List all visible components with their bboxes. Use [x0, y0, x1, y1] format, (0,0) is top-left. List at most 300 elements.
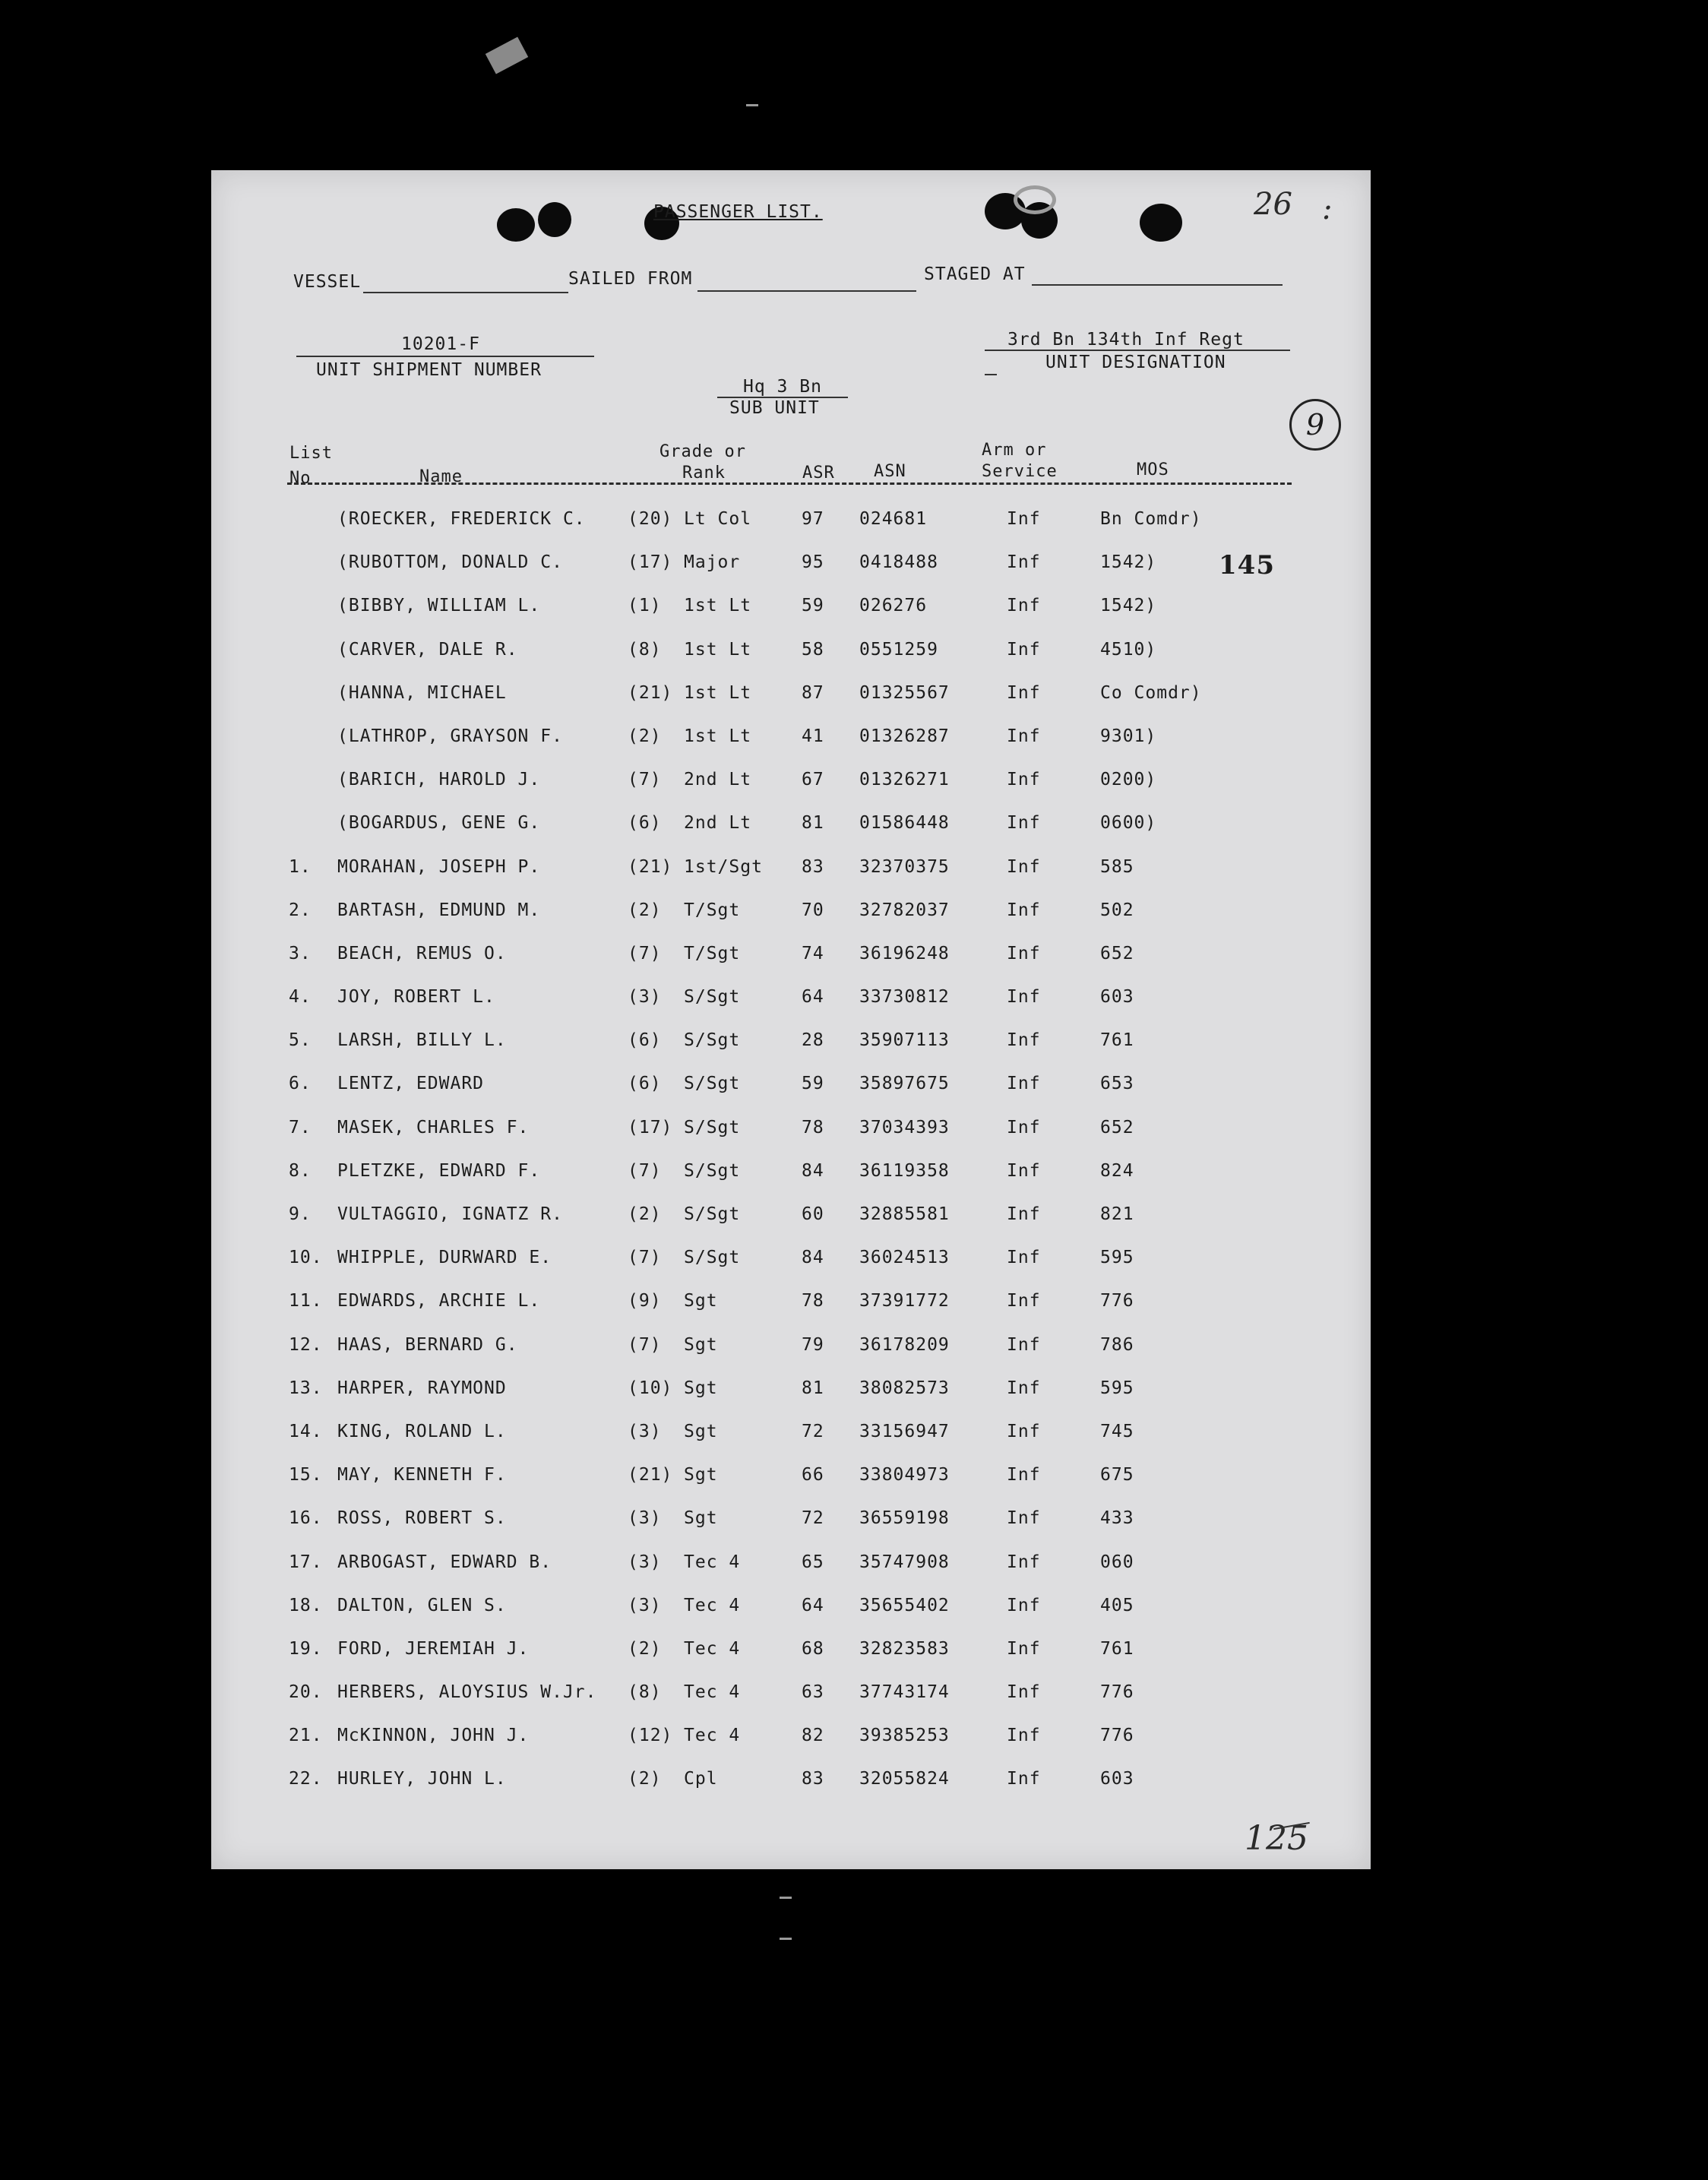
- row-code: (2): [628, 900, 662, 920]
- table-row: [211, 1118, 1371, 1161]
- row-name: (BIBBY, WILLIAM L.: [337, 596, 541, 616]
- row-arm: Inf: [1007, 856, 1041, 877]
- row-name: LENTZ, EDWARD: [337, 1074, 485, 1094]
- row-list-no: 3.: [289, 943, 312, 963]
- row-code: (7): [628, 1160, 662, 1181]
- row-arm: Inf: [1007, 1726, 1041, 1746]
- row-arm: Inf: [1007, 1465, 1041, 1486]
- table-row: [211, 1335, 1371, 1378]
- row-code: (2): [628, 1204, 662, 1224]
- row-rank: Sgt: [684, 1334, 718, 1355]
- row-list-no: 11.: [289, 1291, 323, 1311]
- row-list-no: 5.: [289, 1030, 312, 1051]
- row-asn: 32055824: [859, 1769, 950, 1789]
- row-name: McKINNON, JOHN J.: [337, 1726, 530, 1746]
- row-list-no: 1.: [289, 856, 312, 877]
- row-name: ROSS, ROBERT S.: [337, 1508, 507, 1529]
- table-row: [211, 1074, 1371, 1117]
- row-name: BARTASH, EDMUND M.: [337, 900, 541, 920]
- row-rank: Cpl: [684, 1769, 718, 1789]
- row-arm: Inf: [1007, 1291, 1041, 1311]
- row-asn: 36119358: [859, 1160, 950, 1181]
- row-name: (ROECKER, FREDERICK C.: [337, 509, 586, 529]
- row-rank: Tec 4: [684, 1682, 741, 1703]
- punch-hole-ring: [1014, 185, 1056, 214]
- table-row: [211, 1248, 1371, 1291]
- scan-mark: [780, 1938, 792, 1940]
- table-row: [211, 1378, 1371, 1422]
- row-asn: 39385253: [859, 1726, 950, 1746]
- row-arm: Inf: [1007, 770, 1041, 790]
- row-arm: Inf: [1007, 1769, 1041, 1789]
- row-arm: Inf: [1007, 1552, 1041, 1572]
- row-asr: 63: [802, 1682, 824, 1703]
- row-rank: S/Sgt: [684, 987, 741, 1008]
- header-no: No: [289, 469, 312, 488]
- row-asr: 68: [802, 1638, 824, 1659]
- row-asr: 72: [802, 1508, 824, 1529]
- row-mos: 9301): [1100, 726, 1157, 746]
- row-asr: 87: [802, 682, 824, 703]
- row-asn: 35655402: [859, 1595, 950, 1615]
- row-code: (7): [628, 943, 662, 963]
- row-name: VULTAGGIO, IGNATZ R.: [337, 1204, 563, 1224]
- staged-at-label: STAGED AT: [924, 264, 1026, 284]
- table-row: [211, 683, 1371, 726]
- table-row: [211, 813, 1371, 856]
- header-grade: Grade or: [659, 442, 746, 461]
- row-mos: 603: [1100, 1769, 1134, 1789]
- row-code: (10): [628, 1378, 673, 1398]
- row-code: (9): [628, 1291, 662, 1311]
- row-asr: 84: [802, 1160, 824, 1181]
- row-mos: 776: [1100, 1726, 1134, 1746]
- row-rank: Sgt: [684, 1378, 718, 1398]
- row-name: HARPER, RAYMOND: [337, 1378, 507, 1398]
- header-rank: Rank: [682, 464, 726, 483]
- table-row: [211, 987, 1371, 1030]
- row-asn: 01586448: [859, 813, 950, 834]
- row-asr: 84: [802, 1248, 824, 1268]
- sailed-from-label: SAILED FROM: [568, 269, 693, 289]
- table-row: [211, 1508, 1371, 1552]
- table-row: [211, 552, 1371, 596]
- row-name: HERBERS, ALOYSIUS W.Jr.: [337, 1682, 597, 1703]
- header-asr: ASR: [802, 464, 835, 483]
- row-asr: 28: [802, 1030, 824, 1051]
- unit-shipment-label: UNIT SHIPMENT NUMBER: [316, 360, 542, 380]
- row-list-no: 22.: [289, 1769, 323, 1789]
- unit-designation-line: [985, 350, 1290, 351]
- row-mos: 1542): [1100, 596, 1157, 616]
- row-rank: Sgt: [684, 1421, 718, 1441]
- staged-at-line: [1032, 284, 1283, 286]
- row-asn: 32782037: [859, 900, 950, 920]
- scan-mark: [746, 104, 758, 106]
- row-mos: 595: [1100, 1378, 1134, 1398]
- row-asn: 35907113: [859, 1030, 950, 1051]
- table-row: [211, 1552, 1371, 1596]
- row-arm: Inf: [1007, 1638, 1041, 1659]
- row-code: (2): [628, 1638, 662, 1659]
- table-row: [211, 1769, 1371, 1812]
- row-arm: Inf: [1007, 1160, 1041, 1181]
- table-row: [211, 900, 1371, 944]
- row-arm: Inf: [1007, 1595, 1041, 1615]
- header-list: List: [289, 444, 333, 463]
- row-asr: 41: [802, 726, 824, 746]
- row-asn: 36178209: [859, 1334, 950, 1355]
- row-asn: 01326287: [859, 726, 950, 746]
- row-name: (BOGARDUS, GENE G.: [337, 813, 541, 834]
- row-asr: 72: [802, 1421, 824, 1441]
- row-asn: 33804973: [859, 1465, 950, 1486]
- unit-shipment-number: 10201-F: [401, 334, 480, 354]
- scan-mark: [780, 1897, 792, 1899]
- row-name: HAAS, BERNARD G.: [337, 1334, 518, 1355]
- row-mos: 0200): [1100, 770, 1157, 790]
- row-asr: 67: [802, 770, 824, 790]
- passenger-list-page: [211, 170, 1371, 1869]
- row-rank: Sgt: [684, 1465, 718, 1486]
- table-row: [211, 1639, 1371, 1682]
- row-code: (8): [628, 1682, 662, 1703]
- row-arm: Inf: [1007, 509, 1041, 529]
- footer-mark: 125: [1245, 1819, 1308, 1858]
- table-row: [211, 1596, 1371, 1639]
- row-arm: Inf: [1007, 596, 1041, 616]
- row-mos: 603: [1100, 987, 1134, 1008]
- row-code: (7): [628, 770, 662, 790]
- row-arm: Inf: [1007, 1117, 1041, 1137]
- row-arm: Inf: [1007, 987, 1041, 1008]
- row-asr: 78: [802, 1291, 824, 1311]
- unit-shipment-line: [296, 356, 594, 357]
- row-arm: Inf: [1007, 900, 1041, 920]
- row-name: FORD, JEREMIAH J.: [337, 1638, 530, 1659]
- row-asn: 35747908: [859, 1552, 950, 1572]
- row-mos: 675: [1100, 1465, 1134, 1486]
- table-row: [211, 596, 1371, 639]
- row-list-no: 20.: [289, 1682, 323, 1703]
- row-list-no: 12.: [289, 1334, 323, 1355]
- row-arm: Inf: [1007, 1378, 1041, 1398]
- row-arm: Inf: [1007, 1508, 1041, 1529]
- row-list-no: 14.: [289, 1421, 323, 1441]
- row-asr: 59: [802, 596, 824, 616]
- row-rank: T/Sgt: [684, 943, 741, 963]
- row-mos: 653: [1100, 1074, 1134, 1094]
- row-asr: 74: [802, 943, 824, 963]
- row-list-no: 19.: [289, 1638, 323, 1659]
- row-code: (6): [628, 813, 662, 834]
- row-name: JOY, ROBERT L.: [337, 987, 495, 1008]
- row-code: (21): [628, 856, 673, 877]
- table-row: [211, 1030, 1371, 1074]
- row-asn: 37034393: [859, 1117, 950, 1137]
- row-asn: 32370375: [859, 856, 950, 877]
- row-list-no: 16.: [289, 1508, 323, 1529]
- row-rank: Tec 4: [684, 1595, 741, 1615]
- table-row: [211, 1161, 1371, 1204]
- row-name: MASEK, CHARLES F.: [337, 1117, 530, 1137]
- row-asn: 36559198: [859, 1508, 950, 1529]
- row-rank: 2nd Lt: [684, 813, 752, 834]
- punch-hole: [497, 208, 535, 242]
- row-asr: 78: [802, 1117, 824, 1137]
- row-arm: Inf: [1007, 1204, 1041, 1224]
- table-row: [211, 509, 1371, 552]
- row-rank: 1st Lt: [684, 639, 752, 660]
- row-name: (LATHROP, GRAYSON F.: [337, 726, 563, 746]
- row-name: (RUBOTTOM, DONALD C.: [337, 552, 563, 573]
- row-asr: 83: [802, 856, 824, 877]
- row-arm: Inf: [1007, 1682, 1041, 1703]
- row-mos: 405: [1100, 1595, 1134, 1615]
- row-code: (3): [628, 987, 662, 1008]
- row-mos: 502: [1100, 900, 1134, 920]
- table-row: [211, 944, 1371, 987]
- row-mos: 776: [1100, 1682, 1134, 1703]
- row-list-no: 2.: [289, 900, 312, 920]
- row-name: (BARICH, HAROLD J.: [337, 770, 541, 790]
- row-list-no: 9.: [289, 1204, 312, 1224]
- row-asr: 83: [802, 1769, 824, 1789]
- table-row: [211, 1465, 1371, 1508]
- row-asr: 97: [802, 509, 824, 529]
- row-asn: 01326271: [859, 770, 950, 790]
- row-name: BEACH, REMUS O.: [337, 943, 507, 963]
- header-mos: MOS: [1137, 460, 1169, 479]
- row-mos: 761: [1100, 1638, 1134, 1659]
- stamp-number: 145: [1219, 550, 1275, 581]
- row-asn: 0551259: [859, 639, 938, 660]
- row-code: (2): [628, 726, 662, 746]
- row-arm: Inf: [1007, 552, 1041, 573]
- row-list-no: 15.: [289, 1465, 323, 1486]
- row-code: (2): [628, 1769, 662, 1789]
- header-service: Service: [982, 462, 1058, 481]
- row-rank: 1st Lt: [684, 682, 752, 703]
- table-row: [211, 726, 1371, 770]
- row-mos: 761: [1100, 1030, 1134, 1051]
- row-code: (20): [628, 509, 673, 529]
- row-asr: 59: [802, 1074, 824, 1094]
- row-rank: Tec 4: [684, 1552, 741, 1572]
- row-asn: 35897675: [859, 1074, 950, 1094]
- row-name: MAY, KENNETH F.: [337, 1465, 507, 1486]
- row-rank: Sgt: [684, 1508, 718, 1529]
- row-name: DALTON, GLEN S.: [337, 1595, 507, 1615]
- row-asn: 024681: [859, 509, 928, 529]
- row-rank: S/Sgt: [684, 1074, 741, 1094]
- corner-mark-colon: :: [1322, 191, 1333, 226]
- row-code: (21): [628, 682, 673, 703]
- row-mos: Bn Comdr): [1100, 509, 1202, 529]
- row-list-no: 4.: [289, 987, 312, 1008]
- corner-mark: 26: [1254, 187, 1292, 222]
- row-arm: Inf: [1007, 1334, 1041, 1355]
- row-asr: 64: [802, 987, 824, 1008]
- table-row: [211, 1291, 1371, 1334]
- row-rank: 1st/Sgt: [684, 856, 763, 877]
- row-asr: 95: [802, 552, 824, 573]
- row-asn: 36024513: [859, 1248, 950, 1268]
- row-arm: Inf: [1007, 682, 1041, 703]
- row-code: (3): [628, 1552, 662, 1572]
- row-list-no: 6.: [289, 1074, 312, 1094]
- row-rank: 2nd Lt: [684, 770, 752, 790]
- header-name: Name: [419, 467, 463, 486]
- row-list-no: 7.: [289, 1117, 312, 1137]
- table-row: [211, 857, 1371, 900]
- row-asn: 37391772: [859, 1291, 950, 1311]
- row-code: (17): [628, 1117, 673, 1137]
- row-mos: 060: [1100, 1552, 1134, 1572]
- row-asn: 01325567: [859, 682, 950, 703]
- punch-hole: [1140, 204, 1182, 242]
- row-asn: 026276: [859, 596, 928, 616]
- circled-number: 9: [1289, 399, 1341, 451]
- unit-designation-tick: [985, 374, 997, 375]
- row-asr: 81: [802, 1378, 824, 1398]
- row-code: (12): [628, 1726, 673, 1746]
- row-name: PLETZKE, EDWARD F.: [337, 1160, 541, 1181]
- row-list-no: 17.: [289, 1552, 323, 1572]
- row-mos: 585: [1100, 856, 1134, 877]
- row-rank: Major: [684, 552, 741, 573]
- table-row: [211, 1682, 1371, 1726]
- row-mos: 652: [1100, 1117, 1134, 1137]
- row-code: (7): [628, 1334, 662, 1355]
- row-code: (17): [628, 552, 673, 573]
- row-mos: 433: [1100, 1508, 1134, 1529]
- row-asr: 60: [802, 1204, 824, 1224]
- row-name: (CARVER, DALE R.: [337, 639, 518, 660]
- row-rank: Sgt: [684, 1291, 718, 1311]
- row-arm: Inf: [1007, 1074, 1041, 1094]
- row-list-no: 21.: [289, 1726, 323, 1746]
- header-rule: [287, 483, 1292, 485]
- row-arm: Inf: [1007, 1421, 1041, 1441]
- row-asr: 82: [802, 1726, 824, 1746]
- row-name: LARSH, BILLY L.: [337, 1030, 507, 1051]
- row-rank: S/Sgt: [684, 1204, 741, 1224]
- row-rank: S/Sgt: [684, 1117, 741, 1137]
- header-asn: ASN: [874, 462, 906, 481]
- row-asn: 33156947: [859, 1421, 950, 1441]
- row-mos: 824: [1100, 1160, 1134, 1181]
- table-row: [211, 1422, 1371, 1465]
- document-title: PASSENGER LIST.: [653, 202, 823, 222]
- row-mos: 595: [1100, 1248, 1134, 1268]
- sub-unit-label: SUB UNIT: [729, 398, 820, 418]
- row-asr: 66: [802, 1465, 824, 1486]
- row-arm: Inf: [1007, 639, 1041, 660]
- row-arm: Inf: [1007, 943, 1041, 963]
- row-name: MORAHAN, JOSEPH P.: [337, 856, 541, 877]
- row-list-no: 18.: [289, 1595, 323, 1615]
- row-mos: 786: [1100, 1334, 1134, 1355]
- row-code: (6): [628, 1074, 662, 1094]
- row-code: (8): [628, 639, 662, 660]
- row-asn: 38082573: [859, 1378, 950, 1398]
- row-rank: Tec 4: [684, 1726, 741, 1746]
- row-code: (3): [628, 1421, 662, 1441]
- sailed-from-line: [697, 290, 916, 292]
- header-arm: Arm or: [982, 441, 1047, 460]
- row-list-no: 13.: [289, 1378, 323, 1398]
- row-code: (21): [628, 1465, 673, 1486]
- row-mos: 1542): [1100, 552, 1157, 573]
- row-list-no: 10.: [289, 1248, 323, 1268]
- row-arm: Inf: [1007, 1030, 1041, 1051]
- row-rank: S/Sgt: [684, 1160, 741, 1181]
- row-asn: 0418488: [859, 552, 938, 573]
- row-mos: 745: [1100, 1421, 1134, 1441]
- punch-hole: [538, 202, 571, 237]
- row-asr: 79: [802, 1334, 824, 1355]
- row-asr: 65: [802, 1552, 824, 1572]
- row-code: (1): [628, 596, 662, 616]
- table-row: [211, 1726, 1371, 1769]
- row-asr: 58: [802, 639, 824, 660]
- row-rank: 1st Lt: [684, 596, 752, 616]
- row-list-no: 8.: [289, 1160, 312, 1181]
- row-name: (HANNA, MICHAEL: [337, 682, 507, 703]
- row-name: HURLEY, JOHN L.: [337, 1769, 507, 1789]
- row-rank: S/Sgt: [684, 1030, 741, 1051]
- table-row: [211, 770, 1371, 813]
- row-mos: 652: [1100, 943, 1134, 963]
- row-code: (6): [628, 1030, 662, 1051]
- unit-designation-label: UNIT DESIGNATION: [1045, 353, 1226, 372]
- row-mos: 4510): [1100, 639, 1157, 660]
- row-rank: T/Sgt: [684, 900, 741, 920]
- table-row: [211, 1204, 1371, 1248]
- sub-unit: Hq 3 Bn: [743, 377, 822, 397]
- row-rank: S/Sgt: [684, 1248, 741, 1268]
- row-rank: Tec 4: [684, 1638, 741, 1659]
- paper-scrap: [486, 36, 528, 74]
- row-asn: 37743174: [859, 1682, 950, 1703]
- passenger-rows: [211, 509, 1371, 1813]
- row-name: WHIPPLE, DURWARD E.: [337, 1248, 552, 1268]
- row-mos: 0600): [1100, 813, 1157, 834]
- row-asr: 70: [802, 900, 824, 920]
- row-asr: 64: [802, 1595, 824, 1615]
- row-name: KING, ROLAND L.: [337, 1421, 507, 1441]
- row-asn: 33730812: [859, 987, 950, 1008]
- row-asn: 32823583: [859, 1638, 950, 1659]
- row-rank: Lt Col: [684, 509, 752, 529]
- unit-designation: 3rd Bn 134th Inf Regt: [1007, 330, 1245, 350]
- row-rank: 1st Lt: [684, 726, 752, 746]
- row-mos: Co Comdr): [1100, 682, 1202, 703]
- row-arm: Inf: [1007, 813, 1041, 834]
- vessel-line: [363, 292, 568, 293]
- row-name: EDWARDS, ARCHIE L.: [337, 1291, 541, 1311]
- row-name: ARBOGAST, EDWARD B.: [337, 1552, 552, 1572]
- row-code: (7): [628, 1248, 662, 1268]
- table-row: [211, 640, 1371, 683]
- row-mos: 821: [1100, 1204, 1134, 1224]
- row-code: (3): [628, 1508, 662, 1529]
- row-code: (3): [628, 1595, 662, 1615]
- row-arm: Inf: [1007, 726, 1041, 746]
- row-asn: 32885581: [859, 1204, 950, 1224]
- row-arm: Inf: [1007, 1248, 1041, 1268]
